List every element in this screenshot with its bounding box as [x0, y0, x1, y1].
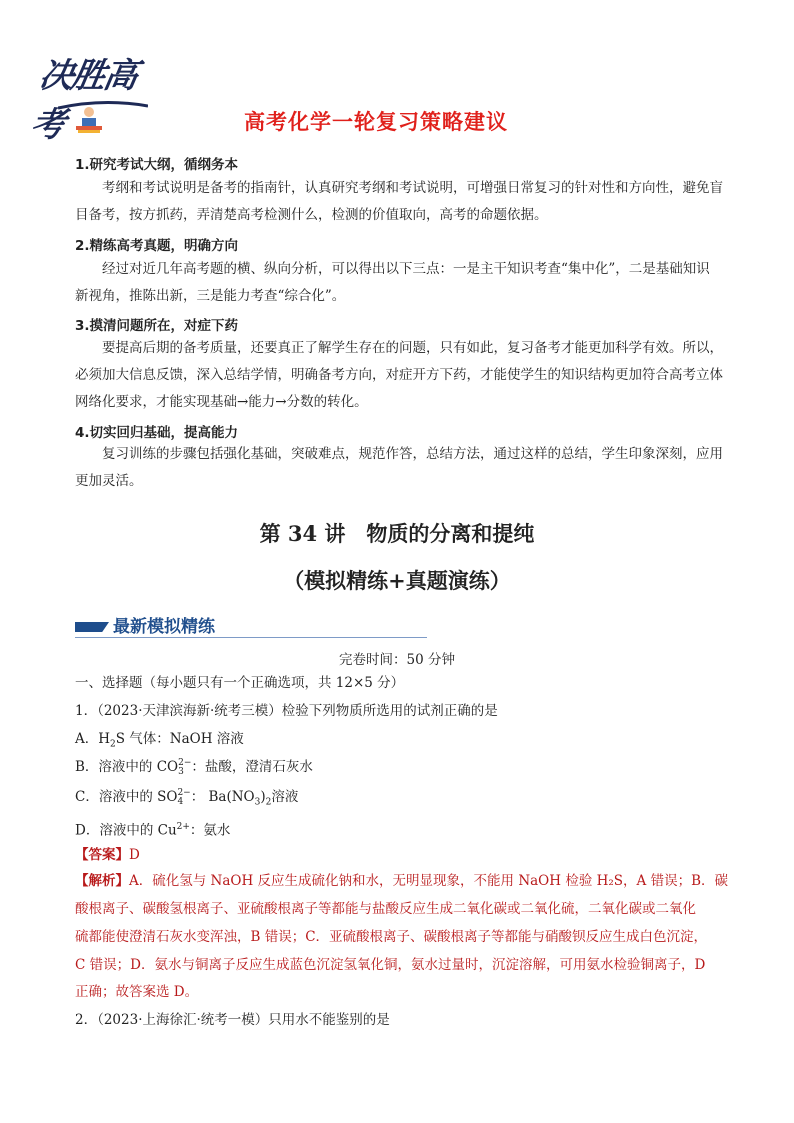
book-reader-icon: [72, 104, 106, 134]
option-b: B．溶液中的 CO 2− 3 ：盐酸，澄清石灰水: [75, 757, 313, 777]
answer: [75, 845, 140, 865]
analysis-line-3: 硫都能使澄清石灰水变浑浊，B 错误；C．亚硫酸根离子、碳酸根离子等都能与硝酸钡反应生成白色沉淀，: [75, 929, 708, 945]
part-heading: 一、选择题（每小题只有一个正确选项，共 12×5 分）: [75, 675, 405, 691]
banner-underline: [75, 637, 427, 638]
question-1-stem: 1．（2023·天津滨海新·统考三模）检验下列物质所选用的试剂正确的是: [75, 703, 498, 719]
time-limit: 完卷时间：50 分钟: [339, 652, 455, 668]
section-body-2: 经过对近几年高考题的横、纵向分析，可以得出以下三点：一是主干知识考查“集中化”，二是基础知识新视角，推陈出新，三是能力考查“综合化”。: [75, 261, 710, 304]
option-d: D．溶液中的 $Cu^{2+}$：氨水: [75, 822, 231, 839]
option-a: A．$H_2S$ 气体：NaOH 溶液: [75, 731, 244, 750]
analysis-line-4: C 错误；D．氨水与铜离子反应生成蓝色沉淀氢氧化铜，氨水过量时，沉淀溶解，可用氨水检验铜离子，D: [75, 957, 706, 973]
answer-label: 【答案】: [75, 847, 129, 863]
analysis-line-1: 【解析】A．硫化氢与 NaOH 反应生成硫化钠和水，无明显现象，不能用 NaOH 检验 H₂S，A 错误；B．碳: [75, 873, 729, 889]
chapter-subtitle: （模拟精练+真题演练）: [283, 568, 511, 593]
answer-value: D: [129, 847, 140, 863]
analysis-label: 【解析】: [75, 873, 129, 889]
analysis-line-2: 酸根离子、碳酸氢根离子、亚硫酸根离子等都能与盐酸反应生成二氧化碳或二氧化硫，二氧化碳或二氧化: [75, 901, 696, 917]
section-body-4: 复习训练的步骤包括强化基础，突破难点，规范作答，总结方法，通过这样的总结，学生印象深刻，应用更加灵活。: [75, 446, 723, 489]
section-heading-3: 3.摸清问题所在，对症下药: [75, 318, 239, 334]
section-heading-4: 4.切实回归基础，提高能力: [75, 425, 239, 441]
question-2-stem: 2．（2023·上海徐汇·统考一模）只用水不能鉴别的是: [75, 1012, 390, 1028]
analysis-line-5: 正确；故答案选 D。: [75, 984, 199, 1000]
logo-text: 决胜高考: [27, 56, 140, 145]
banner-bar: [75, 622, 109, 632]
page-title: 高考化学一轮复习策略建议: [244, 110, 508, 134]
section-body-3: 要提高后期的备考质量，还要真正了解学生存在的问题，只有如此，复习备考才能更加科学有效。所以，必须加大信息反馈，深入总结学情，明确备考方向，对症开方下药，才能使学生的知识结构更加符合高考立体网络化要求，才能实现基础→能力→分数的转化。: [75, 340, 723, 410]
banner-text: 最新模拟精练: [113, 617, 215, 637]
option-c: C．溶液中的 SO 2− 4 ： $Ba(NO_3)_2$溶液: [75, 787, 299, 808]
section-heading-2: 2.精练高考真题，明确方向: [75, 238, 239, 254]
brand-logo: [27, 48, 160, 145]
chapter-title: 第 34 讲 物质的分离和提纯: [259, 521, 535, 546]
section-banner: [75, 612, 427, 638]
section-body-1: 考纲和考试说明是备考的指南针，认真研究考纲和考试说明，可增强日常复习的针对性和方向性，避免盲目备考，按方抓药，弄清楚高考检测什么，检测的价值取向，高考的命题依据。: [75, 180, 723, 223]
section-heading-1: 1.研究考试大纲，循纲务本: [75, 157, 239, 173]
